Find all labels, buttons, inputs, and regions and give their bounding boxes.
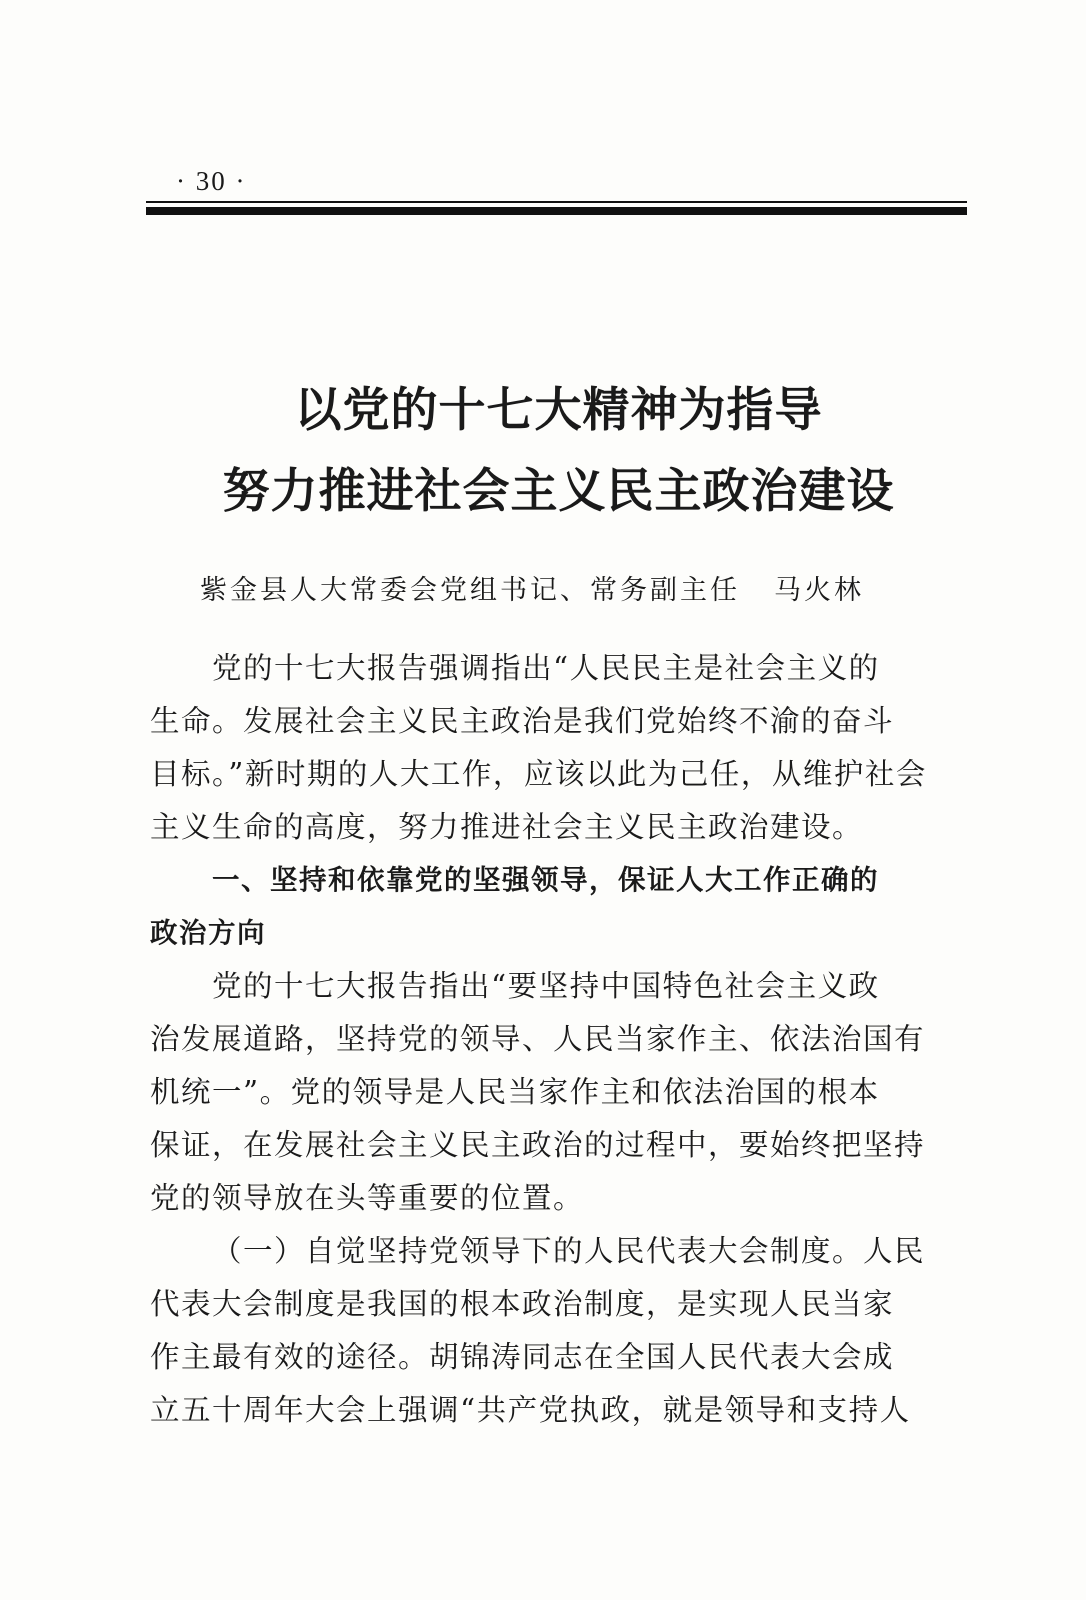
paragraph-line: 作主最有效的途径。胡锦涛同志在全国人民代表大会成 <box>150 1340 895 1374</box>
paragraph-line: 目标。”新时期的人大工作，应该以此为己任，从维护社会 <box>150 757 927 791</box>
paragraph-line: 治发展道路，坚持党的领导、人民当家作主、依法治国有 <box>150 1022 926 1056</box>
page-number: · 30 · <box>176 166 247 196</box>
paragraph-line: 立五十周年大会上强调“共产党执政，就是领导和支持人 <box>150 1393 911 1427</box>
paragraph-line: 生命。发展社会主义民主政治是我们党始终不渝的奋斗 <box>150 704 895 738</box>
paragraph-line: 机统一”。党的领导是人民当家作主和依法治国的根本 <box>150 1075 880 1109</box>
paragraph-line: 代表大会制度是我国的根本政治制度，是实现人民当家 <box>150 1287 895 1321</box>
author-affiliation: 紫金县人大常委会党组书记、常务副主任 <box>200 575 740 606</box>
paragraph-line: 党的领导放在头等重要的位置。 <box>150 1181 585 1215</box>
header-rule-thick <box>146 207 967 215</box>
author-name: 马火林 <box>774 575 864 606</box>
paragraph-line: 党的十七大报告指出“要坚持中国特色社会主义政 <box>212 969 880 1003</box>
paragraph-line: 党的十七大报告强调指出“人民民主是社会主义的 <box>212 651 880 685</box>
header-rule-thin <box>146 201 967 203</box>
section-heading-line: 政治方向 <box>150 917 266 949</box>
author-byline <box>200 568 864 607</box>
article-body <box>150 642 970 1437</box>
paragraph-line: 保证，在发展社会主义民主政治的过程中，要始终把坚持 <box>150 1128 926 1162</box>
paragraph-line: （一）自觉坚持党领导下的人民代表大会制度。人民 <box>212 1234 926 1268</box>
article-title-line-2: 努力推进社会主义民主政治建设 <box>222 464 895 519</box>
paragraph-line: 主义生命的高度，努力推进社会主义民主政治建设。 <box>150 810 864 844</box>
article-title-line-1: 以党的十七大精神为指导 <box>294 383 823 438</box>
section-heading-line: 一、坚持和依靠党的坚强领导，保证人大工作正确的 <box>212 864 879 896</box>
